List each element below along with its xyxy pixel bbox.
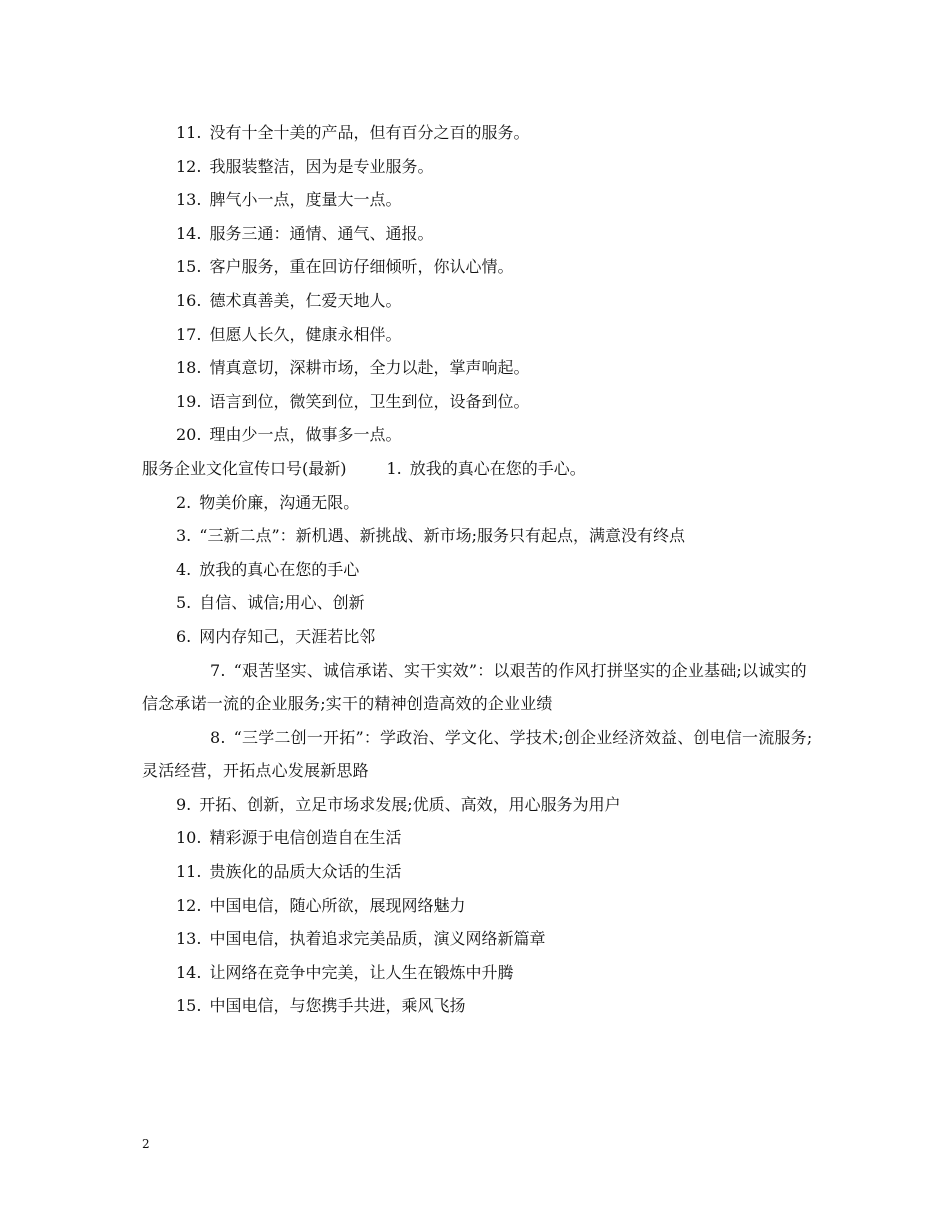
item-number: 12. xyxy=(176,895,202,915)
item-text: 开拓、创新，立足市场求发展;优质、高效，用心服务为用户 xyxy=(199,794,621,814)
list-item xyxy=(142,620,814,654)
list-item xyxy=(142,284,814,318)
item-text: 中国电信，随心所欲，展现网络魅力 xyxy=(209,895,466,915)
list-item xyxy=(142,788,814,822)
item-number: 20. xyxy=(176,425,202,445)
item-number: 12. xyxy=(176,156,202,176)
list-item xyxy=(142,553,814,587)
page-number: 2 xyxy=(142,1137,150,1151)
item-text: 放我的真心在您的手心。 xyxy=(409,458,586,478)
item-number: 11. xyxy=(176,862,202,882)
item-text: “艰苦坚实、诚信承诺、实干实效”：以艰苦的作风打拼坚实的企业基础;以诚实的信念承诺一流的企业服务;实干的精神创造高效的企业业绩 xyxy=(142,660,807,714)
document-body xyxy=(142,116,814,1023)
item-number: 17. xyxy=(176,324,202,344)
item-number: 14. xyxy=(176,223,202,243)
item-text: 理由少一点，做事多一点。 xyxy=(209,425,402,445)
item-number: 3. xyxy=(176,526,192,546)
list-item xyxy=(142,486,814,520)
list-item-wrapped xyxy=(142,721,814,788)
item-number: 15. xyxy=(176,996,202,1016)
item-text: 贵族化的品质大众话的生活 xyxy=(209,862,402,882)
item-number: 6. xyxy=(176,626,192,646)
item-text: 客户服务，重在回访仔细倾听，你认心情。 xyxy=(209,257,514,277)
list-item xyxy=(142,586,814,620)
item-number: 1. xyxy=(386,458,402,478)
item-number: 4. xyxy=(176,559,192,579)
item-number: 14. xyxy=(176,962,202,982)
list-item xyxy=(142,385,814,419)
item-text: “三新二点”：新机遇、新挑战、新市场;服务只有起点，满意没有终点 xyxy=(199,526,686,546)
item-text: 德术真善美，仁爱天地人。 xyxy=(209,290,402,310)
item-text: 我服装整洁，因为是专业服务。 xyxy=(209,156,434,176)
item-number: 2. xyxy=(176,492,192,512)
item-text: 网内存知己，天涯若比邻 xyxy=(199,626,376,646)
item-text: 中国电信，与您携手共进，乘风飞扬 xyxy=(209,996,466,1016)
item-text: 服务三通：通情、通气、通报。 xyxy=(209,223,434,243)
list-item xyxy=(142,318,814,352)
item-number: 10. xyxy=(176,828,202,848)
list-item xyxy=(142,418,814,452)
list-item xyxy=(142,217,814,251)
list-item xyxy=(142,150,814,184)
item-text: “三学二创一开拓”：学政治、学文化、学技术;创企业经济效益、创电信一流服务;灵活经营，开拓点心发展新思路 xyxy=(142,727,813,781)
item-number: 8. xyxy=(210,727,226,747)
item-number: 13. xyxy=(176,190,202,210)
item-text: 没有十全十美的产品，但有百分之百的服务。 xyxy=(209,123,530,142)
list-item xyxy=(142,250,814,284)
item-text: 但愿人长久，健康永相伴。 xyxy=(209,324,402,344)
item-text: 情真意切，深耕市场，全力以赴，掌声响起。 xyxy=(209,358,530,378)
list-item xyxy=(142,351,814,385)
item-number: 18. xyxy=(176,358,202,378)
list-item xyxy=(142,922,814,956)
list-item xyxy=(142,956,814,990)
item-text: 脾气小一点，度量大一点。 xyxy=(209,190,402,210)
list-item xyxy=(142,116,814,150)
list-item xyxy=(142,989,814,1023)
list-item xyxy=(142,889,814,923)
section-heading-row xyxy=(142,452,814,486)
item-text: 物美价廉，沟通无限。 xyxy=(199,492,360,512)
item-number: 15. xyxy=(176,257,202,277)
item-number: 5. xyxy=(176,593,192,613)
item-text: 精彩源于电信创造自在生活 xyxy=(209,828,402,848)
item-text: 语言到位，微笑到位，卫生到位，设备到位。 xyxy=(209,391,530,411)
item-number: 11. xyxy=(176,123,202,142)
list-item xyxy=(142,821,814,855)
item-number: 9. xyxy=(176,794,192,814)
list-item-wrapped xyxy=(142,654,814,721)
item-text: 中国电信，执着追求完美品质，演义网络新篇章 xyxy=(209,929,546,949)
item-number: 7. xyxy=(210,660,226,680)
list-item xyxy=(142,855,814,889)
item-number: 16. xyxy=(176,290,202,310)
item-number: 19. xyxy=(176,391,202,411)
item-number: 13. xyxy=(176,929,202,949)
item-text: 让网络在竞争中完美，让人生在锻炼中升腾 xyxy=(209,962,514,982)
list-item xyxy=(142,183,814,217)
section-title: 服务企业文化宣传口号(最新) xyxy=(142,458,347,478)
list-item xyxy=(142,519,814,553)
item-text: 放我的真心在您的手心 xyxy=(199,559,360,579)
item-text: 自信、诚信;用心、创新 xyxy=(199,593,365,613)
